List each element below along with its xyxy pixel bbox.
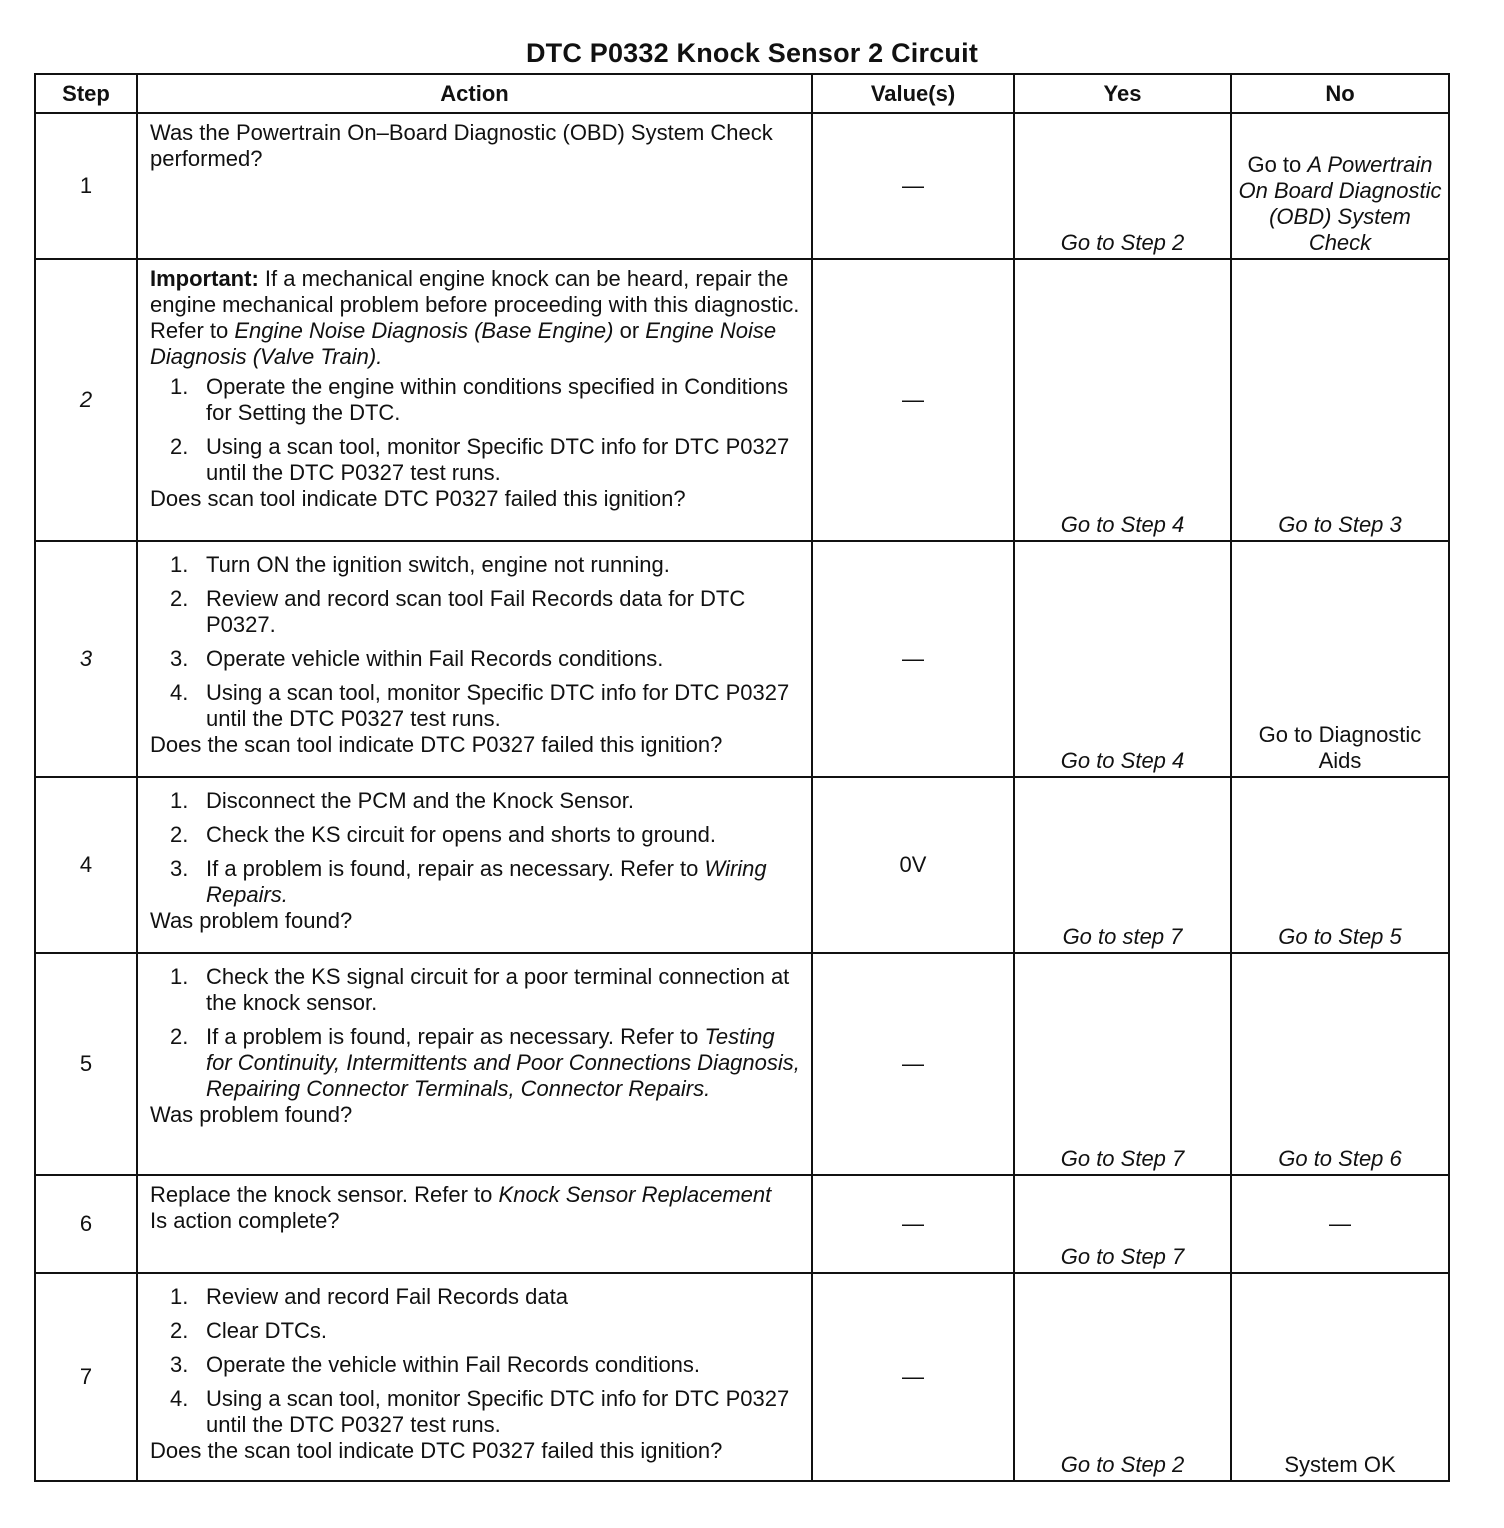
important-text: If a mechanical engine knock can be heard, repair the engine mechanical problem before proceeding with this diagnostic. Refer to bbox=[150, 266, 800, 343]
table-row bbox=[35, 541, 1449, 777]
action-steps bbox=[150, 964, 803, 1102]
yes-cell: Go to Step 7 bbox=[1014, 953, 1231, 1175]
no-cell: — bbox=[1231, 1175, 1449, 1273]
action-step: 1. Review and record Fail Records data bbox=[170, 1284, 568, 1309]
value-cell: — bbox=[812, 1273, 1014, 1481]
action-cell bbox=[137, 777, 812, 953]
yes-cell: Go to Step 7 bbox=[1014, 1175, 1231, 1273]
action-steps bbox=[150, 788, 803, 908]
action-cell bbox=[137, 1175, 812, 1273]
table-row bbox=[35, 953, 1449, 1175]
header-yes: Yes bbox=[1014, 74, 1231, 113]
action-text: Was the Powertrain On–Board Diagnostic (OBD) System Check performed? bbox=[150, 120, 773, 171]
step-number: 2 bbox=[35, 259, 137, 541]
diagnostic-table bbox=[34, 73, 1450, 1482]
action-step: 2. If a problem is found, repair as necessary. Refer to Testing for Continuity, Intermittents and Poor Connections Diagnosis, Repairing Connector Terminals, Connector Repairs. bbox=[170, 1024, 800, 1101]
table-row bbox=[35, 1273, 1449, 1481]
action-cell bbox=[137, 953, 812, 1175]
step-number: 5 bbox=[35, 953, 137, 1175]
action-cell bbox=[137, 113, 812, 259]
action-step: 4. Using a scan tool, monitor Specific DTC info for DTC P0327 until the DTC P0327 test runs. bbox=[170, 680, 790, 731]
no-text: Go to bbox=[1247, 152, 1308, 177]
header-row bbox=[35, 74, 1449, 113]
important-note bbox=[150, 266, 803, 370]
action-steps bbox=[150, 552, 803, 732]
action-question: Is action complete? bbox=[150, 1208, 340, 1233]
action-step: 1. Operate the engine within conditions specified in Conditions for Setting the DTC. bbox=[170, 374, 789, 425]
no-cell bbox=[1231, 113, 1449, 259]
action-cell bbox=[137, 259, 812, 541]
value-cell: — bbox=[812, 1175, 1014, 1273]
step-number: 1 bbox=[35, 113, 137, 259]
action-step: 2. Clear DTCs. bbox=[170, 1318, 328, 1343]
action-question: Was problem found? bbox=[150, 908, 353, 933]
important-ref: Engine Noise Diagnosis (Base Engine) bbox=[234, 318, 614, 343]
page-title: DTC P0332 Knock Sensor 2 Circuit bbox=[525, 38, 979, 68]
table-row bbox=[35, 1175, 1449, 1273]
action-question: Does the scan tool indicate DTC P0327 failed this ignition? bbox=[150, 1438, 723, 1463]
step-number: 6 bbox=[35, 1175, 137, 1273]
value-cell: — bbox=[812, 953, 1014, 1175]
action-text: Replace the knock sensor. Refer to Knock Sensor Replacement bbox=[150, 1182, 772, 1207]
action-cell bbox=[137, 1273, 812, 1481]
value-cell: — bbox=[812, 113, 1014, 259]
table-row bbox=[35, 259, 1449, 541]
header-no: No bbox=[1231, 74, 1449, 113]
yes-cell: Go to Step 4 bbox=[1014, 541, 1231, 777]
no-cell: Go to Step 6 bbox=[1231, 953, 1449, 1175]
action-steps bbox=[150, 1284, 803, 1438]
header-action: Action bbox=[137, 74, 812, 113]
action-question: Does scan tool indicate DTC P0327 failed this ignition? bbox=[150, 486, 686, 511]
action-step: 3. Operate vehicle within Fail Records conditions. bbox=[170, 646, 664, 671]
action-step: 2. Using a scan tool, monitor Specific DTC info for DTC P0327 until the DTC P0327 test runs. bbox=[170, 434, 790, 485]
action-step: 1. Disconnect the PCM and the Knock Sensor. bbox=[170, 788, 635, 813]
header-step: Step bbox=[35, 74, 137, 113]
yes-cell: Go to step 7 bbox=[1014, 777, 1231, 953]
action-step: 3. Operate the vehicle within Fail Records conditions. bbox=[170, 1352, 701, 1377]
table-row bbox=[35, 113, 1449, 259]
action-question: Was problem found? bbox=[150, 1102, 353, 1127]
value-cell: — bbox=[812, 259, 1014, 541]
yes-cell: Go to Step 4 bbox=[1014, 259, 1231, 541]
header-values: Value(s) bbox=[812, 74, 1014, 113]
action-question: Does the scan tool indicate DTC P0327 failed this ignition? bbox=[150, 732, 723, 757]
action-step: 1. Check the KS signal circuit for a poor terminal connection at the knock sensor. bbox=[170, 964, 790, 1015]
no-cell: Go to Step 5 bbox=[1231, 777, 1449, 953]
step-number: 4 bbox=[35, 777, 137, 953]
important-label: Important: bbox=[150, 266, 259, 291]
step-number: 3 bbox=[35, 541, 137, 777]
important-ref: Engine Noise Diagnosis (Valve Train). bbox=[150, 318, 777, 369]
important-text: or bbox=[613, 318, 646, 343]
action-step: 2. Review and record scan tool Fail Records data for DTC P0327. bbox=[170, 586, 746, 637]
action-step: 2. Check the KS circuit for opens and shorts to ground. bbox=[170, 822, 716, 847]
yes-cell: Go to Step 2 bbox=[1014, 113, 1231, 259]
action-step: 4. Using a scan tool, monitor Specific DTC info for DTC P0327 until the DTC P0327 test runs. bbox=[170, 1386, 790, 1437]
action-step: 3. If a problem is found, repair as necessary. Refer to Wiring Repairs. bbox=[170, 856, 767, 907]
no-cell: Go to Step 3 bbox=[1231, 259, 1449, 541]
action-steps bbox=[150, 374, 803, 486]
value-cell: — bbox=[812, 541, 1014, 777]
action-cell bbox=[137, 541, 812, 777]
table-row bbox=[35, 777, 1449, 953]
no-cell: Go to Diagnostic Aids bbox=[1231, 541, 1449, 777]
yes-cell: Go to Step 2 bbox=[1014, 1273, 1231, 1481]
no-cell: System OK bbox=[1231, 1273, 1449, 1481]
no-link: A Powertrain On Board Diagnostic (OBD) System Check bbox=[1238, 152, 1442, 255]
value-cell: 0V bbox=[812, 777, 1014, 953]
action-step: 1. Turn ON the ignition switch, engine not running. bbox=[170, 552, 670, 577]
step-number: 7 bbox=[35, 1273, 137, 1481]
